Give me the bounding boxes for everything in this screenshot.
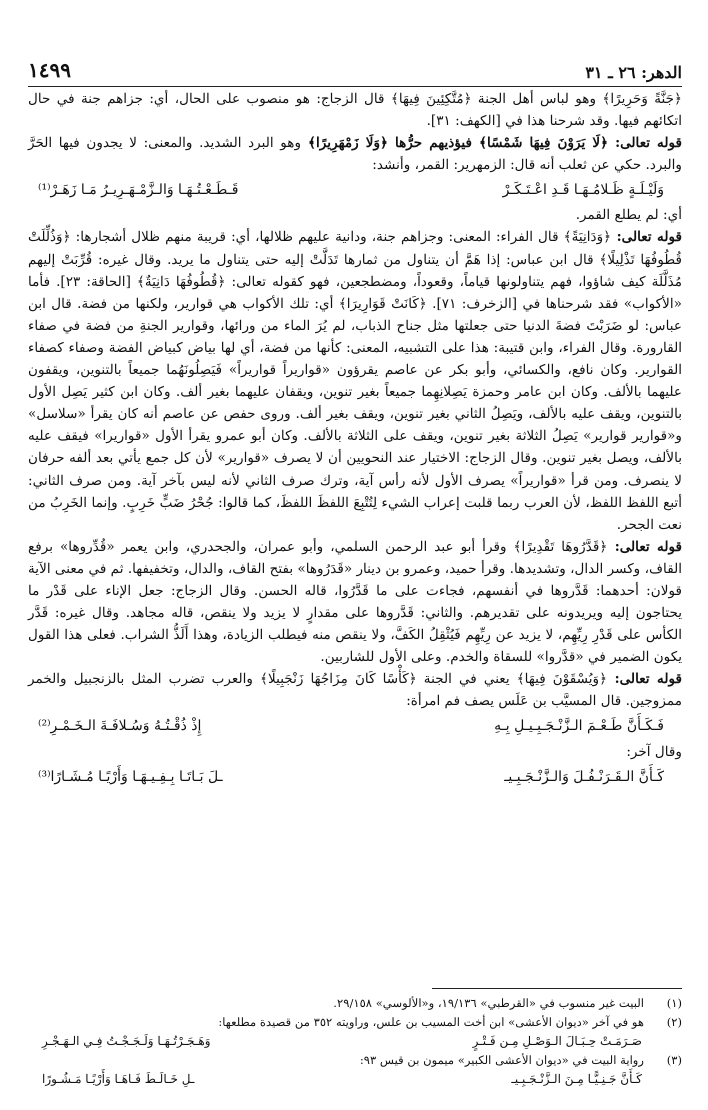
paragraph-text: ﴿قَدَّرُوهَا تَقْدِيرًا﴾ وقرأ أبو عبد الرحمن السلمي، وأبو عمران، والجحدري، وابن يعمر «قُدِّروها» برفع القاف، وكسر الدال، وتشديدها. وقرأ حميد، وعمرو بن دينار «قَدَرُوها» بفتح القاف، والدال، وتخفيفها. ثم في معنى الآية قولان: أحدهما: قَدَّروها في أنفسهم، فجاءت على ما قَدَّرُوا، قاله الحسن. وقال الزجاج: جعل الإناء على قَدْر ما يحتاجون إليه ويريدونه على تقديرهم. والثاني: قَدَّروها على مقدارٍ لا يزيد ولا ينقص، قاله مجاهد. وقال غيره: قَدَّر الكأس على قَدْرِ رِيِّهِم، لا يزيد عن رِيِّهِم فَيُثْقِلُ الكَفَّ، ولا ينقص منه فيطلب الزيادة، وهذا أَلَذُّ الشراب. فعلى هذا القول يكون الضمير في «قدَّروا» للسقاة والخدم. وعلى الأول للشاربين. <box>28 538 682 666</box>
verse-first-hemistich: فَـكَـأَنَّ طَـعْـمَ الـزَّنْـجَـبِـيـلِ بِـهِ <box>494 718 664 735</box>
footnotes <box>28 994 682 1089</box>
poetry-verse <box>28 713 682 741</box>
footnote-number: (١) <box>666 996 682 1010</box>
quran-quote: ﴿لَا يَرَوْنَ فِيهَا شَمْسًا﴾ فيؤذيهم حرُّها ﴿وَلَا زَمْهَرِيرًا﴾ <box>301 135 609 152</box>
verse-second-hemistich: قَـطَـعْـتُـهَـا وَالـزَّمْـهَـرِيـرُ مَـا زَهَـرْ⁽¹⁾ <box>38 182 239 199</box>
footnote-separator <box>432 988 682 989</box>
paragraph <box>28 204 682 226</box>
poetry-verse <box>28 763 682 791</box>
verse-first-hemistich: صَـرَمَـتْ حِـبَـالَ الـوَصْـلِ مِـن فَـتْـرٍ <box>472 1034 642 1048</box>
paragraph-lead: قوله تعالى: <box>608 135 683 152</box>
footnote-number: (٣) <box>666 1053 682 1067</box>
footnote <box>28 994 682 1013</box>
footnote <box>28 1013 682 1032</box>
footnote-text: هو في آخر «ديوان الأعشى» ابن أخت المسيب بن علس، وراويته ٣٥٢ من قصيدة مطلعها: <box>218 1015 644 1029</box>
verse-second-hemistich: ـلَ بَـاتَـا بِـفِـيـهَـا وَأَرْيًـا مُـشَـارًا⁽³⁾ <box>38 768 223 785</box>
paragraph <box>28 88 682 132</box>
verse-first-hemistich: كَـأَنَّ جَـنِـيًّـا مِـنَ الـزَّنْـجَـبِـيـ <box>511 1072 642 1086</box>
paragraph-text: وقال آخر: <box>626 743 682 760</box>
paragraph <box>28 741 682 763</box>
verse-second-hemistich: ـلِ خَـالَـطَ فَـاهَـا وَأَرْيًـا مَـشُـورًا <box>42 1072 195 1086</box>
footnote <box>28 1051 682 1070</box>
page-header <box>28 52 682 87</box>
main-text <box>28 88 682 791</box>
verse-first-hemistich: كَـأَنَّ الـقَـرَنْـفُـلَ وَالـزَّنْـجَـبِـيـ <box>504 768 664 785</box>
paragraph <box>28 536 682 669</box>
footnote-number: (٢) <box>666 1015 682 1029</box>
footnote-verse <box>28 1070 682 1089</box>
paragraph-text: ﴿جَنَّةً وَحَرِيرًا﴾ وهو لباس أهل الجنة ﴿مُتَّكِئِينَ فِيهَا﴾ قال الزجاج: هو منصوب على الحال، أي: جزاهم جنة في حال اتكائهم فيها. وقد شرحنا هذا في [الكهف: ٣١]. <box>28 91 682 130</box>
verse-second-hemistich: إِذْ ذُقْـتُـهُ وَسُـلافَـةَ الـخَـمْـرِ⁽²⁾ <box>38 718 202 735</box>
paragraph <box>28 132 682 176</box>
paragraph-text: وهو البرد الشديد. والمعنى: لا يجدون فيها الحَرَّ والبرد. حكي عن ثعلب أنه قال: الزمهرير: القمر، وأنشد: <box>28 135 682 174</box>
paragraph-text: ﴿وَيُسْقَوْنَ فِيهَا﴾ يعني في الجنة ﴿كَأْسًا كَانَ مِزَاجُهَا زَنْجَبِيلًا﴾ والعرب تضرب المثل بالزنجبيل والخمر ممزوجين. قال المسيَّب بن عَلَس يصف فم امرأة: <box>28 671 682 710</box>
paragraph-lead: قوله تعالى: <box>611 229 683 246</box>
footnote-text: رواية البيت في «ديوان الأعشى الكبير» ميمون بن قيس ٩٣: <box>359 1053 644 1067</box>
paragraph-lead: قوله تعالى: <box>607 671 682 688</box>
poetry-verse <box>28 176 682 204</box>
paragraph-text: أي: لم يطلع القمر. <box>575 207 682 224</box>
paragraph-text: ﴿وَدَانِيَةً﴾ قال الفراء: المعنى: وجزاهم جنة، ودانية عليهم ظلالها، أي: قريبة منهم ظلال أشجارها: ﴿وَذُلِّلَتْ قُطُوفُهَا تَذْلِيلًا﴾ قال ابن عباس: إذا هَمَّ أن يتناول من ثمارها تَدَلَّتْ إليه حتى يتناول ما يريد. وقال غيره: قُرِّبَتْ إليهم مُذَلَّلَة كيف شاؤوا، فهم يتناولونها قياماً، وقعوداً، ومضطجعين، فهو كقوله تعالى: ﴿قُطُوفُهَا دَانِيَةٌ﴾ [الحاقة: ٢٣]. فأما «الأكواب» فقد شرحناها في [الزخرف: ٧١]. ﴿كَانَتْ قَوَارِيرَا﴾ أي: تلك الأكواب هي قوارير، ولكنها من فضة. قال ابن عباس: لو ضَرَبْتَ فضةَ الدنيا حتى جعلتها مثل جناح الذباب، لم يُرَ الماء من ورائها، وقوارير الجنةِ من فضة في صفاء القارورة. وقال الفراء، وابن قتيبة: هذا على التشبيه، المعنى: كأنها من فضة، أي لها بياض كبياض الفضة وصفاء كصفاء القوارير. وكان نافع، والكسائي، وأبو بكر عن عاصم يقرؤون «قواريراً قواريراً» فَيَصِلُونَهُما جميعاً بالتنوين، ويقفون عليهما بالألف. وكان ابن عامر وحمزة يَصِلانِهِما جميعاً بغير تنوين، ويقفان عليهما بغير ألف. وكان ابن كثير يَصِل الأول بالتنوين، ويقف عليه بالألف، ويَصِلُ الثاني بغير تنوين، ويقف بغير ألف. وروى حفص عن عاصم أنه كان يقرأ «سلاسل» و«قوارير قوارير» يَصِلُ الثلاثة بغير تنوين، ويقف على الثلاثة بالألف. وكان أبو عمرو يقرأ الأول «قواريرا» فيقف عليه بالألف، ويصل بغير تنوين. وقال الزجاج: الاختيار عند النحويين أن لا يصرف «قوارير» لأن كل جمع يأتي بعد ألفه حرفان لا ينصرف. ومن قرأ «قواريراً» يصرف الأول لأنه رأس آية، وترك صرف الثاني لأنه ليس بآخر آية. ومن صرف الثاني: أتبع اللفظ اللفظ، لأن العرب ربما قلبت إعراب الشيء لِتُتْبِعَ اللفظَ اللفظَ، كما قالوا: جُحْرُ ضَبٍّ خَرِبٍ. وإنما الخَرِبُ من نعت الجحر. <box>28 229 682 533</box>
footnote-verse <box>28 1032 682 1051</box>
footnote-text: البيت غير منسوب في «القرطبي» ١٩/١٣٦، و«الألوسي» ٢٩/١٥٨. <box>333 996 644 1010</box>
paragraph <box>28 226 682 535</box>
paragraph <box>28 668 682 712</box>
paragraph-lead: قوله تعالى: <box>607 538 682 555</box>
chapter-title: الدهر: ٢٦ ـ ٣١ <box>585 63 682 82</box>
book-page <box>28 0 682 1110</box>
verse-second-hemistich: وَهَـجَـرْتُـهَـا وَلَـجَـجْـتُ فِـي الـهَـجْـرِ <box>42 1034 211 1048</box>
verse-first-hemistich: وَلَيْـلَـةٍ ظَـلامُـهَـا قَـدِ اعْـتَـكَـرْ <box>502 182 664 199</box>
page-number: ١٤٩٩ <box>28 58 71 82</box>
